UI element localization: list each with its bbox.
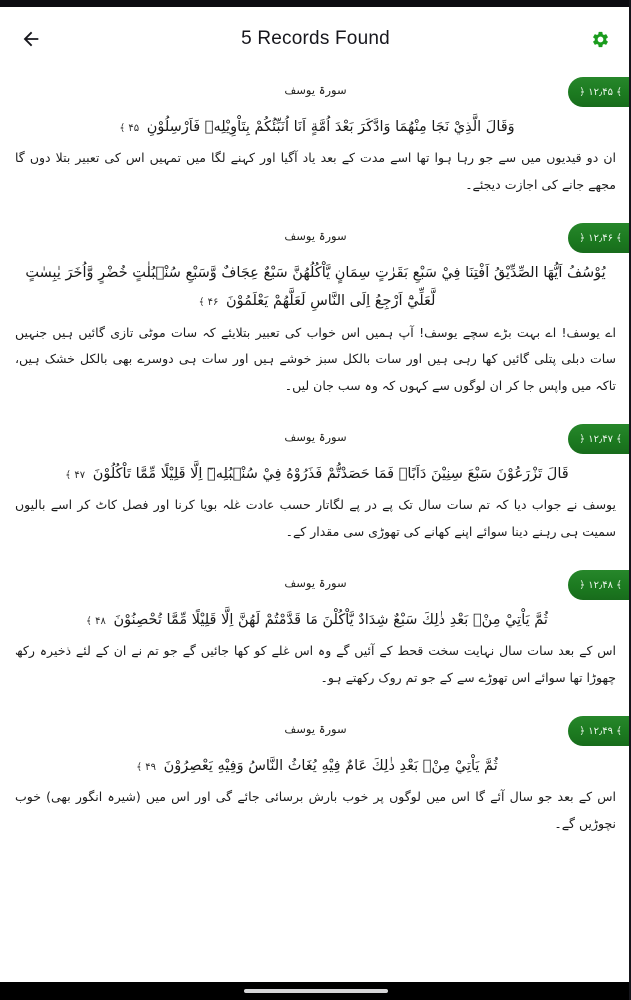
verse-ref-badge: ﴿ ۱۲٫۴۸ ﴾ <box>568 570 631 600</box>
arabic-verse-text <box>0 255 631 316</box>
verse-ref-badge: ﴿ ۱۲٫۴۶ ﴾ <box>568 223 631 253</box>
urdu-translation-text: ان دو قیدیوں میں سے جو رہا ہوا تھا اسے مدت کے بعد یاد آگیا اور کہنے لگا میں تمہیں اس کی تعبیر بتلا دوں گا مجھے جانے کی اجازت دیجئے۔ <box>15 150 616 193</box>
verse-ref-badge: ﴿ ۱۲٫۴۵ ﴾ <box>568 77 631 107</box>
urdu-translation-text: اے یوسف! اے بہت بڑے سچے یوسف! آپ ہمیں اس خواب کی تعبیر بتلایئے کہ سات موٹی تازی گائیں ہیں جنہیں سات دبلی پتلی گائیں کھا رہی ہیں اور سات بالکل سبز خوشے ہیں اور سات ہی دوسرے بھی بالکل خشک ہیں، تاکہ میں واپس جا کر ان لوگوں سے کہوں کہ وہ سب جان لیں۔ <box>15 324 616 394</box>
back-button[interactable] <box>14 22 48 56</box>
gear-icon <box>591 30 610 49</box>
arabic-text: وَقَالَ الَّذِيْ نَجَا مِنْهُمَا وَادَّكَرَ بَعْدَ اُمَّةٍ اَنَا اُنَبِّئُكُمْ بِتَاْوِيْلِهٖ فَاَرْسِلُوْنِ <box>146 119 515 135</box>
settings-button[interactable] <box>583 22 617 56</box>
page-title: 5 Records Found <box>241 28 390 49</box>
surah-name-label: سورۃ یوسف <box>284 722 347 737</box>
verse-record[interactable] <box>0 716 631 838</box>
verse-ref-badge: ﴿ ۱۲٫۴۷ ﴾ <box>568 424 631 454</box>
android-navigation-bar <box>0 982 631 1000</box>
search-results-list[interactable] <box>0 71 631 982</box>
verse-record[interactable] <box>0 424 631 546</box>
arabic-text: قَالَ تَزْرَعُوْنَ سَبْعَ سِنِيْنَ دَاَبًاۚ فَمَا حَصَدْتُّمْ فَذَرُوْهُ فِيْ سُنْۢبُلِهٖٓ اِلَّا قَلِيْلًا مِّمَّا تَاْكُلُوْنَ <box>92 466 569 483</box>
app-bar <box>0 7 631 71</box>
ayah-number: ۴۷ ﴾ <box>65 470 86 482</box>
arabic-text: ثُمَّ يَاْتِيْ مِنْۢ بَعْدِ ذٰلِكَ سَبْعٌ شِدَادٌ يَّاْكُلْنَ مَا قَدَّمْتُمْ لَهُنَّ اِلَّا قَلِيْلًا مِّمَّا تُحْصِنُوْنَ <box>113 612 548 629</box>
ayah-number: ۴۹ ﴾ <box>136 762 157 774</box>
ayah-number: ۴۵ ﴾ <box>119 123 140 134</box>
urdu-translation-text: اس کے بعد جو سال آئے گا اس میں لوگوں پر خوب بارش برسائی جائے گی اور اس میں (شیرہ انگور بھی) خوب نچوڑیں گے۔ <box>15 789 616 832</box>
back-arrow-icon <box>20 28 42 50</box>
urdu-translation-text: یوسف نے جواب دیا کہ تم سات سال تک پے در پے لگاتار حسب عادت غلہ بویا کرنا اور فصل کاٹ کر اسے بالیوں سمیت ہی رہنے دینا سوائے اپنے کھانے کی تھوڑی سی مقدار کے۔ <box>15 497 616 540</box>
arabic-verse-text <box>0 109 631 141</box>
surah-name-label: سورۃ یوسف <box>284 229 347 244</box>
home-indicator-handle[interactable] <box>244 989 388 993</box>
surah-name-label: سورۃ یوسف <box>284 576 347 591</box>
urdu-translation-text: اس کے بعد سات سال نہایت سخت قحط کے آئیں گے وہ اس غلے کو کھا جائیں گے جو تم نے ان کے لئے ذخیرہ رکھ چھوڑا تھا سوائے اس تھوڑے سے کے جو تم روک رکھتے ہو۔ <box>15 643 616 686</box>
arabic-verse-text <box>0 602 631 634</box>
verse-ref-badge: ﴿ ۱۲٫۴۹ ﴾ <box>568 716 631 746</box>
arabic-text: يُوْسُفُ اَيُّهَا الصِّدِّيْقُ اَفْتِنَا فِيْ سَبْعِ بَقَرٰتٍ سِمَانٍ يَّاْكُلُهُنَّ سَبْعٌ عِجَافٌ وَّسَبْعِ سُنْۢبُلٰتٍ خُضْرٍ وَّاُخَرَ يٰبِسٰتٍ لَّعَلِّيْٓ اَرْجِعُ اِلَى النَّاسِ لَعَلَّهُمْ يَعْلَمُوْنَ <box>25 265 606 310</box>
verse-record[interactable] <box>0 223 631 400</box>
arabic-verse-text <box>0 748 631 780</box>
ayah-number: ۴۶ ﴾ <box>198 297 219 309</box>
surah-name-label: سورۃ یوسف <box>284 430 347 445</box>
verse-record[interactable] <box>0 77 631 199</box>
ayah-number: ۴۸ ﴾ <box>86 616 106 628</box>
arabic-verse-text <box>0 456 631 488</box>
arabic-text: ثُمَّ يَاْتِيْ مِنْۢ بَعْدِ ذٰلِكَ عَامٌ فِيْهِ يُغَاثُ النَّاسُ وَفِيْهِ يَعْصِرُوْنَ <box>163 758 498 775</box>
verse-record[interactable] <box>0 570 631 692</box>
status-bar <box>0 0 631 7</box>
surah-name-label: سورۃ یوسف <box>284 83 347 97</box>
